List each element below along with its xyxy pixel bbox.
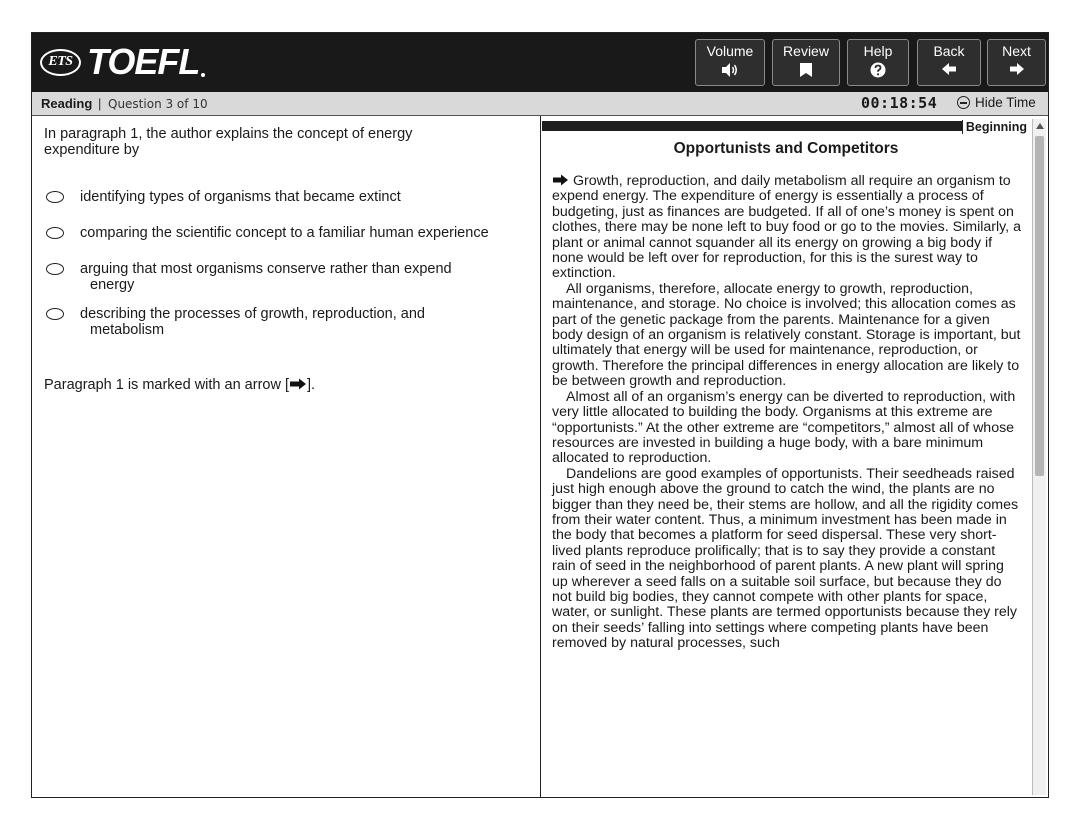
passage-top-bar [542,120,1030,134]
arrow-right-icon [289,378,307,390]
next-button[interactable] [987,39,1046,86]
passage-paragraph-2: All organisms, therefore, allocate energy to growth, reproduction, maintenance, and storage. No choice is involved; this allocation comes as part of the genetic package from the parents. Maintenance for a given body design of an organism is relatively constant. Storage is important, but ultimately that energy will be used for maintenance, reproduction, or growth. Therefore the principal differences in energy allocation are likely to be between growth and reproduction. [552,280,1021,390]
hide-time-label: Hide Time [975,95,1036,110]
timer: 00:18:54 [861,94,938,112]
option-text: arguing that most organisms conserve rather than expend energy [80,261,452,293]
help-button[interactable] [847,39,909,86]
note-suffix: ]. [307,377,316,393]
toefl-logo [40,42,205,82]
section-name: Reading [41,96,93,111]
paragraph-note [44,377,315,393]
passage-title: Opportunists and Competitors [673,140,899,157]
question-panel [32,116,541,797]
arrow-left-icon [941,62,957,76]
help-label: Help [863,43,893,59]
passage-scrollbar[interactable] [1032,119,1046,795]
back-button[interactable] [917,39,981,86]
volume-button[interactable] [695,39,765,86]
radio-button[interactable] [46,191,64,203]
answer-option-4[interactable] [46,306,470,338]
ets-badge: ETS [40,49,81,76]
passage-panel [542,116,1048,797]
caret-up-icon [1036,123,1044,129]
option-text: comparing the scientific concept to a familiar human experience [80,225,489,241]
bookmark-icon [799,62,813,78]
scroll-up-arrow[interactable] [1033,119,1046,132]
passage-position-label: Beginning [962,120,1030,134]
volume-label: Volume [706,43,754,59]
minus-circle-icon [957,96,970,109]
passage-paragraph-4: Dandelions are good examples of opportunists. Their seedheads raised just high enough above the ground to catch the wind, the plants are no bigger than they need be, their stems are hollow, and all the rigidity comes from their water content. Thus, a minimum investment has been made in the body that becomes a platform for seed dispersal. These very short-lived plants reproduce prolifically; that is to say they provide a constant rain of seed in the neighborhood of parent plants. A new plant will spring up wherever a seed falls on a suitable soil surface, but because they do not build big bodies, they cannot compete with other plants for space, water, or sunlight. These plants are termed opportunists because they rely on their seeds’ falling into settings where competing plants have been removed by natural processes, such [552,465,1019,652]
answer-option-2[interactable] [46,225,534,241]
scroll-thumb[interactable] [1035,136,1044,476]
review-label: Review [783,43,829,59]
speaker-icon [721,62,739,78]
passage-paragraph-1 [552,174,1022,282]
radio-button[interactable] [46,308,64,320]
option-text: identifying types of organisms that became extinct [80,189,401,205]
radio-button[interactable] [46,263,64,275]
logo-dot [201,73,205,77]
question-counter: Question 3 of 10 [108,97,208,111]
question-stem: In paragraph 1, the author explains the concept of energy expenditure by [44,126,413,158]
radio-button[interactable] [46,227,64,239]
answer-option-1[interactable] [46,189,534,205]
header-bar [32,33,1048,92]
hide-time-button[interactable] [957,95,1036,110]
passage-text [552,174,1022,652]
arrow-right-icon [552,174,569,186]
note-prefix: Paragraph 1 is marked with an arrow [ [44,377,289,393]
status-bar [32,92,1048,116]
review-button[interactable] [772,39,840,86]
test-window [31,32,1049,798]
answer-option-3[interactable] [46,261,490,293]
arrow-right-icon [1009,62,1025,76]
passage-paragraph-3: Almost all of an organism’s energy can be diverted to reproduction, with very little allocated to building the body. Organisms at this extreme are “opportunists.” At the other extreme are “competitors,” almost all of whose resources are invested in building a huge body, with a bare minimum allocated to reproduction. [552,388,1016,467]
logo-wordmark: TOEFL [87,41,200,82]
status-separator: | [98,96,102,111]
option-text: describing the processes of growth, reproduction, and metabolism [80,306,425,338]
question-icon [870,62,886,78]
back-label: Back [933,43,965,59]
next-label: Next [1002,43,1031,59]
paragraph-text: Growth, reproduction, and daily metabolism all require an organism to expend energy. The expenditure of energy is essentially a process of budgeting, just as finances are budgeted. If all of one’s money is spent on clothes, there may be none left to buy food or go to the movies. Similarly, a plant or animal cannot squander all its energy on growing a big body if none would be left over for reproduction, for this is the surest way to extinction. [552,173,1021,282]
